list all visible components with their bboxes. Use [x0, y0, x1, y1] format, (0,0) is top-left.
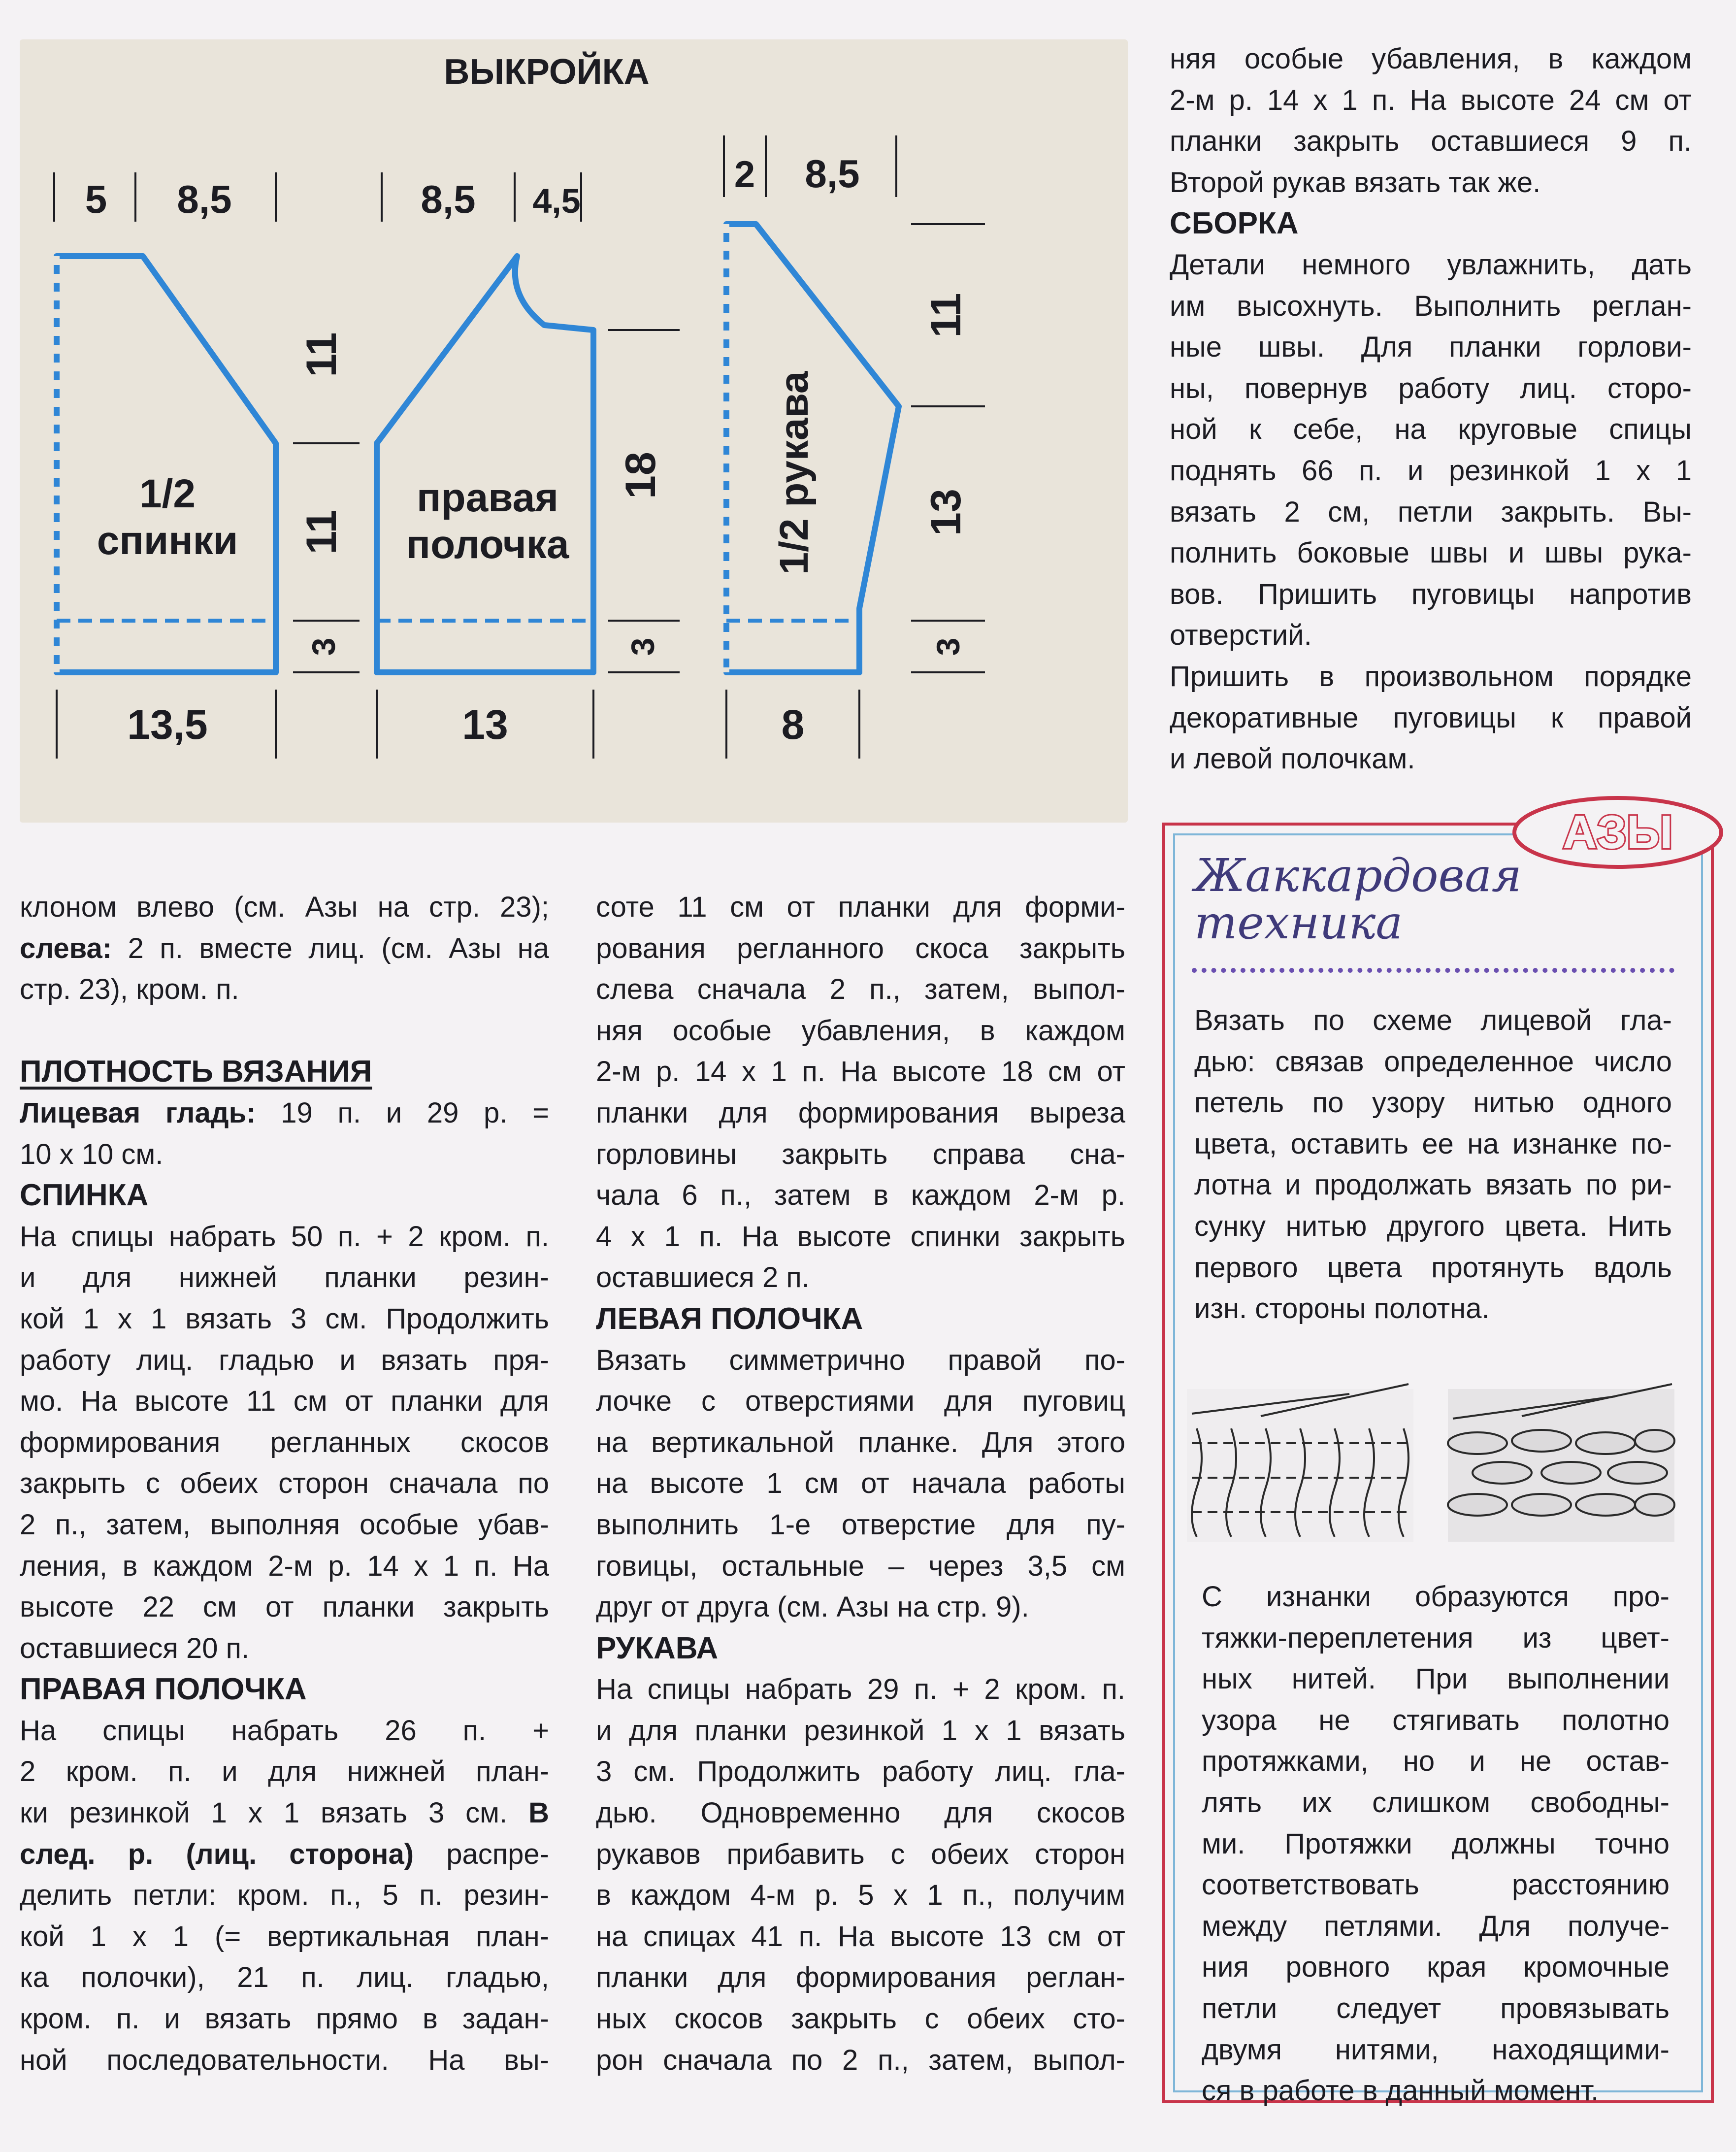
- text-run: клоном влево (см. Азы на стр. 23);: [20, 891, 549, 923]
- text-line: [20, 2040, 549, 2081]
- text-line: [20, 1628, 549, 1669]
- text-run: 2-м р. 14 х 1 п. На высоте 24 см от: [1170, 84, 1692, 116]
- azy-dotted-divider: [1192, 968, 1674, 973]
- text-line: [596, 1340, 1125, 1381]
- text-run: ки резинкой 1 х 1 вязать 3 см.: [20, 1797, 508, 1829]
- text-line: [1194, 1000, 1672, 1041]
- text-run: делить петли: кром. п., 5 п. резин-: [20, 1879, 549, 1912]
- front-bottom: 13: [462, 701, 508, 748]
- back-top-right: 8,5: [177, 177, 232, 221]
- text-line: [596, 1051, 1125, 1093]
- text-run: рон сначала по 2 п., затем, выпол-: [596, 2044, 1125, 2076]
- text-run: выполнить 1-е отверстие для пу-: [596, 1508, 1125, 1541]
- text-line: [1194, 1082, 1672, 1124]
- front-label-1: правая: [416, 475, 559, 520]
- text-line: [1202, 1906, 1670, 1947]
- text-line: [1170, 162, 1692, 203]
- text-line: [1170, 738, 1692, 780]
- text-line: [1170, 656, 1692, 697]
- text-line: [1194, 1041, 1672, 1083]
- section-heading: ПРАВАЯ ПОЛОЧКА: [20, 1672, 307, 1707]
- text-line: [596, 1916, 1125, 1957]
- text-run: мо. На высоте 11 см от планки для: [20, 1385, 549, 1418]
- text-line: [1202, 1576, 1670, 1618]
- left-dim-middle: 11: [298, 509, 345, 555]
- text-line: [1170, 368, 1692, 409]
- text-run: сунку нитью другого цвета. Нить: [1194, 1210, 1672, 1242]
- text-line: [20, 1587, 549, 1628]
- text-run: чала 6 п., затем в каждом 2-м р.: [596, 1179, 1125, 1212]
- text-line: [596, 1710, 1125, 1752]
- text-run: 2-м р. 14 х 1 п. На высоте 18 см от: [596, 1056, 1125, 1088]
- text-line: [20, 1504, 549, 1546]
- text-line: [596, 887, 1125, 928]
- text-run: на вертикальной планке. Для этого: [596, 1426, 1125, 1458]
- dim-lines: [293, 224, 985, 672]
- text-run: лять их слишком свободны-: [1202, 1786, 1670, 1819]
- mid-dim-main: 18: [617, 452, 664, 499]
- front-label-2: полочка: [406, 522, 569, 567]
- spacer: [20, 1010, 549, 1052]
- text-line: [1202, 1618, 1670, 1659]
- text-line: [596, 1998, 1125, 2040]
- text-run: на высоте 1 см от начала работы: [596, 1467, 1125, 1500]
- text-line: [20, 1875, 549, 1916]
- text-run: Детали немного увлажнить, дать: [1170, 248, 1692, 281]
- text-line: [1194, 1124, 1672, 1165]
- back-outline: [57, 256, 276, 672]
- text-line: [1170, 615, 1692, 656]
- text-line: [1202, 2029, 1670, 2071]
- text-run: Второй рукав вязать так же.: [1170, 166, 1541, 199]
- text-run: На спицы набрать 29 п. + 2 кром. п.: [596, 1673, 1125, 1706]
- text-line: [20, 1751, 549, 1792]
- azy-text-2: [1202, 1576, 1670, 2112]
- text-line: [20, 1957, 549, 1998]
- text-run: узора не стягивать полотно: [1202, 1704, 1670, 1736]
- text-line: [1202, 1658, 1670, 1700]
- text-run: декоративные пуговицы к правой: [1170, 701, 1692, 734]
- text-run: слева сначала 2 п., затем, выпол-: [596, 973, 1125, 1006]
- text-line: [20, 928, 549, 969]
- text-line: [1170, 121, 1692, 162]
- pattern-diagram: [20, 39, 1128, 823]
- text-line: [596, 1546, 1125, 1587]
- text-run: закрыть с обеих сторон сначала по: [20, 1467, 549, 1500]
- text-line: [1202, 1823, 1670, 1865]
- sleeve-label: 1/2 рукава: [772, 371, 817, 575]
- text-line: [1170, 574, 1692, 615]
- text-run: ной последовательности. На вы-: [20, 2044, 549, 2076]
- text-line: [1170, 327, 1692, 368]
- text-run: ления, в каждом 2-м р. 14 х 1 п. На: [20, 1550, 549, 1582]
- text-run: планки для формирования выреза: [596, 1096, 1125, 1129]
- azy-title-line-2: техника: [1194, 896, 1403, 949]
- pattern-title: ВЫКРОЙКА: [444, 52, 650, 92]
- section-heading: ЛЕВАЯ ПОЛОЧКА: [596, 1301, 863, 1336]
- back-top-left: 5: [85, 177, 107, 221]
- text-line: [596, 1381, 1125, 1422]
- text-run: цвета, оставить ее на изнанке по-: [1194, 1127, 1672, 1160]
- text-line: [596, 1216, 1125, 1258]
- text-run: оставшиеся 2 п.: [596, 1261, 810, 1294]
- stitch-back-illustration: [1448, 1384, 1674, 1542]
- text-line: [20, 1340, 549, 1381]
- left-dim-upper: 11: [298, 332, 345, 377]
- section-heading: СБОРКА: [1170, 206, 1299, 241]
- text-line: [20, 1298, 549, 1340]
- text-line: [20, 1916, 549, 1957]
- text-line: [1170, 286, 1692, 327]
- text-line: [1194, 1206, 1672, 1247]
- text-run: вов. Пришить пуговицы напротив: [1170, 578, 1692, 610]
- text-run: На спицы набрать 50 п. + 2 кром. п.: [20, 1220, 549, 1253]
- text-run: распре-: [414, 1838, 549, 1870]
- text-run: планки для формирования реглан-: [596, 1961, 1125, 1994]
- text-line: [596, 2040, 1125, 2081]
- text-run: рукавов прибавить с обеих сторон: [596, 1838, 1125, 1870]
- text-run: петли следует провязывать: [1202, 1992, 1670, 2024]
- text-line: [20, 887, 549, 928]
- text-run: 2 п. вместе лиц. (см. Азы на: [112, 932, 549, 964]
- text-line: [20, 1792, 549, 1834]
- text-run: поднять 66 п. и резинкой 1 х 1: [1170, 454, 1692, 487]
- text-line: [596, 928, 1125, 969]
- text-run: оставшиеся 20 п.: [20, 1632, 250, 1664]
- text-run: друг от друга (см. Азы на стр. 9).: [596, 1591, 1029, 1623]
- text-run: двумя нитями, находящими-: [1202, 2033, 1670, 2066]
- text-line: [1194, 1247, 1672, 1289]
- text-line: [596, 1504, 1125, 1546]
- text-run: Вязать симметрично правой по-: [596, 1344, 1125, 1376]
- text-line: [596, 1669, 1125, 1710]
- text-run: 2 п., затем, выполняя особые убав-: [20, 1508, 549, 1541]
- text-line: [596, 969, 1125, 1010]
- right-dim-middle: 13: [922, 489, 970, 536]
- text-run: ка полочки), 21 п. лиц. гладью,: [20, 1961, 549, 1994]
- text-line: [20, 1546, 549, 1587]
- text-run: 19 п. и 29 р. =: [256, 1096, 549, 1129]
- right-dim-bottom: 3: [930, 637, 966, 656]
- text-column-1: [20, 887, 549, 2081]
- text-line: [1202, 1741, 1670, 1782]
- text-line: [20, 1134, 549, 1175]
- front-outline: [377, 256, 593, 672]
- text-run: петель по узору нитью одного: [1194, 1087, 1672, 1119]
- bold-run: В: [507, 1797, 550, 1829]
- text-line: [1170, 80, 1692, 121]
- text-run: ны, повернув работу лиц. сторо-: [1170, 372, 1692, 404]
- text-run: лотна и продолжать вязать по ри-: [1194, 1169, 1672, 1201]
- text-run: 2 кром. п. и для нижней план-: [20, 1755, 549, 1788]
- azy-title-line-1: Жаккардовая: [1194, 849, 1522, 902]
- text-line: [596, 1957, 1125, 1998]
- text-run: на спицах 41 п. На высоте 13 см от: [596, 1920, 1125, 1953]
- stitch-illustrations: [1187, 1369, 1679, 1547]
- text-column-3: [1170, 38, 1692, 780]
- text-line: [1170, 244, 1692, 286]
- text-run: протяжками, но и не остав-: [1202, 1745, 1670, 1778]
- sleeve-top-right: 8,5: [805, 152, 860, 196]
- text-run: и для планки резинкой 1 х 1 вязать: [596, 1714, 1125, 1747]
- left-dim-bottom: 3: [305, 637, 342, 656]
- text-run: дью: связав определенное число: [1194, 1045, 1672, 1078]
- text-run: ной к себе, на круговые спицы: [1170, 413, 1692, 446]
- text-line: [1170, 409, 1692, 450]
- text-line: [20, 1463, 549, 1504]
- text-line: [1170, 450, 1692, 492]
- bold-run: слева:: [20, 932, 112, 964]
- text-run: работу лиц. гладью и вязать пря-: [20, 1344, 549, 1376]
- azy-text-1: [1194, 1000, 1672, 1329]
- text-line: [20, 1834, 549, 1875]
- text-run: соответствовать расстоянию: [1202, 1869, 1670, 1901]
- text-run: говицы, остальные – через 3,5 см: [596, 1550, 1125, 1582]
- text-line: [1202, 1864, 1670, 1906]
- text-run: тяжки-переплетения из цвет-: [1202, 1622, 1670, 1654]
- mid-dim-bottom: 3: [624, 637, 661, 656]
- text-run: и левой полочкам.: [1170, 743, 1415, 775]
- text-run: кром. п. и вязать прямо в задан-: [20, 2003, 549, 2035]
- text-run: и для нижней планки резин-: [20, 1261, 549, 1294]
- text-line: [596, 1093, 1125, 1134]
- text-line: [1170, 38, 1692, 80]
- section-heading: ПЛОТНОСТЬ ВЯЗАНИЯ: [20, 1055, 372, 1089]
- sleeve-bottom: 8: [781, 701, 805, 748]
- text-run: ния ровного края кромочные: [1202, 1951, 1670, 1984]
- text-line: [1170, 492, 1692, 533]
- text-run: отверстий.: [1170, 619, 1312, 652]
- text-run: С изнанки образуются про-: [1202, 1581, 1670, 1613]
- text-run: ных нитей. При выполнении: [1202, 1663, 1670, 1695]
- text-run: им высохнуть. Выполнить реглан-: [1170, 290, 1692, 322]
- text-run: кой 1 х 1 (= вертикальная план-: [20, 1920, 549, 1953]
- text-run: ных скосов закрыть с обеих сто-: [596, 2003, 1125, 2035]
- text-line: [596, 1010, 1125, 1052]
- text-line: [1202, 1947, 1670, 1988]
- section-heading: РУКАВА: [596, 1631, 719, 1665]
- pattern-panel: [20, 39, 1128, 823]
- bold-run: Лицевая гладь:: [20, 1096, 256, 1129]
- text-line: [1202, 1700, 1670, 1741]
- section-heading: СПИНКА: [20, 1178, 149, 1213]
- text-run: дью. Одновременно для скосов: [596, 1797, 1125, 1829]
- text-run: няя особые убавления, в каждом: [596, 1014, 1125, 1047]
- stitch-front-illustration: [1187, 1384, 1413, 1542]
- text-run: формирования регланных скосов: [20, 1426, 549, 1458]
- bold-run: след. р. (лиц. сторона): [20, 1838, 414, 1870]
- text-line: [596, 1175, 1125, 1216]
- text-run: полнить боковые швы и швы рука-: [1170, 537, 1692, 569]
- azy-badge-text: АЗЫ: [1563, 806, 1673, 859]
- text-line: [596, 1422, 1125, 1463]
- text-run: в каждом 4-м р. 5 х 1 п., получим: [596, 1879, 1125, 1912]
- text-line: [596, 1463, 1125, 1504]
- front-top-left: 8,5: [421, 177, 476, 221]
- text-line: [20, 1257, 549, 1298]
- text-line: [596, 1134, 1125, 1175]
- text-run: 10 х 10 см.: [20, 1138, 164, 1170]
- back-label-2: спинки: [97, 518, 238, 563]
- text-run: первого цвета протянуть вдоль: [1194, 1251, 1672, 1284]
- text-run: Пришить в произвольном порядке: [1170, 660, 1692, 693]
- text-run: 3 см. Продолжить работу лиц. гла-: [596, 1755, 1125, 1788]
- front-top-right: 4,5: [532, 182, 581, 220]
- text-run: няя особые убавления, в каждом: [1170, 43, 1692, 75]
- back-label-1: 1/2: [139, 471, 196, 516]
- text-line: [1202, 1782, 1670, 1823]
- text-run: рования регланного скоса закрыть: [596, 932, 1125, 964]
- text-run: высоте 22 см от планки закрыть: [20, 1591, 549, 1623]
- text-line: [1202, 1988, 1670, 2029]
- text-line: [596, 1257, 1125, 1298]
- text-line: [20, 1998, 549, 2040]
- text-line: [20, 1381, 549, 1422]
- azy-title: [1194, 849, 1638, 949]
- text-line: [1170, 532, 1692, 574]
- text-line: [596, 1834, 1125, 1875]
- text-run: Вязать по схеме лицевой гла-: [1194, 1004, 1672, 1036]
- text-line: [1194, 1288, 1672, 1329]
- text-column-2: [596, 887, 1125, 2081]
- text-line: [20, 969, 549, 1010]
- text-run: ные швы. Для планки горлови-: [1170, 331, 1692, 364]
- text-run: кой 1 х 1 вязать 3 см. Продолжить: [20, 1302, 549, 1335]
- text-line: [20, 1422, 549, 1463]
- text-run: изн. стороны полотна.: [1194, 1292, 1490, 1325]
- text-run: планки закрыть оставшиеся 9 п.: [1170, 125, 1692, 158]
- text-run: ся в работе в данный момент.: [1202, 2075, 1599, 2107]
- text-line: [596, 1587, 1125, 1628]
- text-line: [20, 1093, 549, 1134]
- text-run: между петлями. Для получе-: [1202, 1910, 1670, 1942]
- text-line: [596, 1792, 1125, 1834]
- text-run: горловины закрыть справа сна-: [596, 1138, 1125, 1170]
- text-run: На спицы набрать 26 п. +: [20, 1714, 549, 1747]
- text-run: соте 11 см от планки для форми-: [596, 891, 1125, 923]
- right-dim-upper: 11: [922, 293, 970, 338]
- text-line: [20, 1216, 549, 1258]
- text-line: [596, 1751, 1125, 1792]
- text-line: [20, 1710, 549, 1752]
- text-line: [1202, 2070, 1670, 2112]
- text-line: [1170, 697, 1692, 739]
- text-run: вязать 2 см, петли закрыть. Вы-: [1170, 496, 1692, 528]
- text-line: [1194, 1164, 1672, 1206]
- text-line: [596, 1875, 1125, 1916]
- back-bottom: 13,5: [127, 701, 208, 748]
- text-run: 4 х 1 п. На высоте спинки закрыть: [596, 1220, 1125, 1253]
- text-run: лочке с отверстиями для пуговиц: [596, 1385, 1125, 1418]
- sleeve-top-left: 2: [734, 154, 755, 196]
- text-run: стр. 23), кром. п.: [20, 973, 239, 1006]
- text-run: ми. Протяжки должны точно: [1202, 1827, 1670, 1860]
